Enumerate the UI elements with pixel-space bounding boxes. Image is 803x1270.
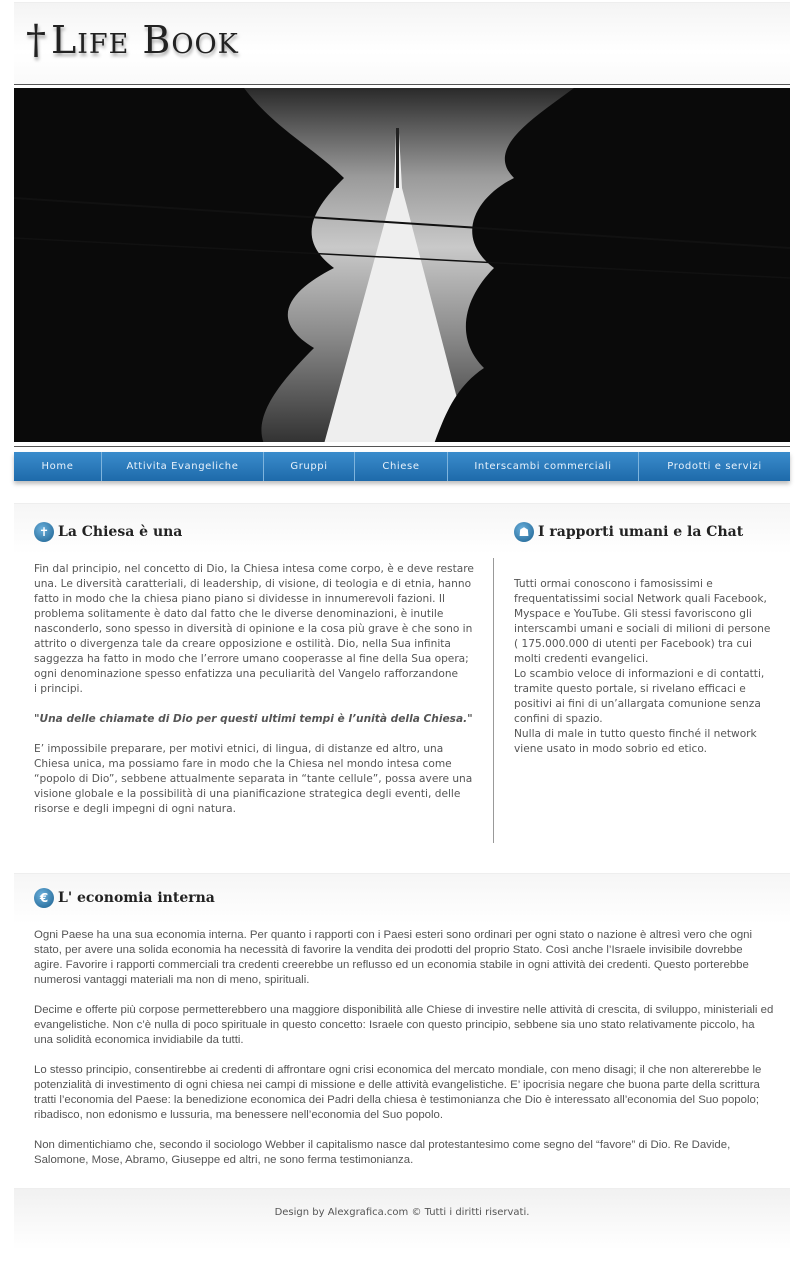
cross-icon: ✝: [34, 522, 54, 542]
nav-attivita-evangeliche[interactable]: Attivita Evangeliche: [102, 452, 264, 481]
nav-interscambi-commerciali[interactable]: Interscambi commerciali: [448, 452, 639, 481]
footer-text: Design by Alexgrafica.com © Tutti i diritti riservati.: [274, 1207, 530, 1218]
logo-text: Life Book: [51, 18, 239, 62]
nav-chiese[interactable]: Chiese: [355, 452, 448, 481]
column-divider: [493, 558, 494, 843]
chiesa-column: [34, 522, 474, 832]
nav-home[interactable]: Home: [14, 452, 102, 481]
chiesa-title: La Chiesa è una: [58, 524, 183, 540]
hero-image: [14, 88, 790, 444]
footer: [14, 1188, 790, 1250]
economia-title: L' economia interna: [58, 890, 215, 906]
economia-paragraph: Non dimentichiamo che, secondo il sociologo Webber il capitalismo nasce dal protestantesimo come segno del “favore” di Dio. Re Davide, Salomone, Mose, Abramo, Giuseppe ed altri, ne sono ferma testimonianza.: [34, 1139, 731, 1166]
nav-gruppi[interactable]: Gruppi: [264, 452, 355, 481]
rapporti-title: I rapporti umani e la Chat: [538, 524, 744, 540]
chiesa-paragraph-end: i principi.: [34, 683, 83, 695]
chiesa-quote: "Una delle chiamate di Dio per questi ultimi tempi è l’unità della Chiesa.": [34, 713, 473, 725]
people-icon: ☗: [514, 522, 534, 542]
cross-icon: †: [26, 17, 47, 63]
chiesa-paragraph: Fin dal principio, nel concetto di Dio, la Chiesa intesa come corpo, è e deve restare una. Le diversità caratteriali, di leadership, di visione, di teologia e di etnia, hanno fatto in modo che la chiesa piano piano si dividesse in innumerevoli fazioni. Il problema solitamente è dato dal fatto che le diverse denominazioni, è inutile nasconderlo, sono spesso in diversità di opinione e la cosa più grave è che sono in attrito o divergenza tale da creare opposizione e ostilità. Dio, nella Sua infinita saggezza ha fatto in modo che l’errore umano cooperasse al fine della Sua opera; ogni denominazione spesso enfatizza una peculiarità del Vangelo rafforzandone: [34, 563, 474, 680]
rapporti-paragraph: Tutti ormai conoscono i famosissimi e frequentatissimi social Network quali Facebook, Myspace e YouTube. Gli stessi favoriscono gli interscambi umani e sociali di milioni di persone ( 175.000.000 di utenti per Facebook) tra cui molti credenti evangelici.: [514, 578, 771, 665]
nav-prodotti-e-servizi[interactable]: Prodotti e servizi: [667, 461, 762, 472]
economia-paragraph: Lo stesso principio, consentirebbe ai credenti di affrontare ogni crisi economica del mercato mondiale, con meno disagi; il che non altererebbe le potenzialità di investimento di ogni chiesa nei campi di missione e delle attività evangelistiche. E’ ipocrisia negare che buona parte della scrittura tratti l’economia del Paese: la benedizione economica dei Padri della chiesa è testimonianza che Dio è interessato all’economia del Suo popolo; ribadisco, non edonismo e lussuria, ma benessere nell’economia del Suo popolo.: [34, 1064, 762, 1121]
rapporti-paragraph: Lo scambio veloce di informazioni e di contatti, tramite questo portale, si rivelano efficaci e positivi ai fini di un’allargata comunione senza confini di spazio.: [514, 668, 765, 725]
content-section: [14, 503, 790, 870]
rapporti-paragraph: Nulla di male in tutto questo finché il network viene usato in modo sobrio ed etico.: [514, 728, 757, 755]
logo[interactable]: [26, 17, 239, 63]
rapporti-column: [514, 522, 774, 757]
economia-paragraph: Decime e offerte più corpose permetterebbero una maggiore disponibilità alle Chiese di investire nelle attività di crescita, di sviluppo, ministeriali ed evangelistiche. Non c’è nulla di poco spirituale in questo concetto: Israele con questo principio, sebbene sia uno stato relativamente piccolo, ha una solidità economica invidiabile da tutti.: [34, 1004, 774, 1046]
economia-section: [14, 873, 790, 1185]
chiesa-paragraph: E’ impossibile preparare, per motivi etnici, di lingua, di distanze ed altro, una Chiesa unica, ma possiamo fare in modo che la Chiesa nel mondo intesa come “popolo di Dio”, sebbene attualmente separata in “tante cellule”, possa avere una visione globale e la possibilità di una pianificazione strategica degli eventi, delle risorse e degli impegni di ogni natura.: [34, 743, 473, 815]
divider: [14, 446, 790, 447]
main-nav: [14, 452, 790, 481]
economia-paragraph: Ogni Paese ha una sua economia interna. Per quanto i rapporti con i Paesi esteri sono ordinari per ogni stato o nazione è altresì vero che ogni stato, per avere una solida economia ha necessità di favorire la vendita dei prodotti del proprio Stato. Così anche l’Israele invisibile dovrebbe agire. Favorire i rapporti commerciali tra credenti creerebbe un reflusso ed un economia stabile in ogni attività dei credenti. Questo porterebbe numerosi vantaggi materiali ma non di meno, spirituali.: [34, 929, 753, 986]
header: [14, 2, 790, 85]
church-silhouette-image: [14, 88, 790, 444]
euro-icon: €: [34, 888, 54, 908]
